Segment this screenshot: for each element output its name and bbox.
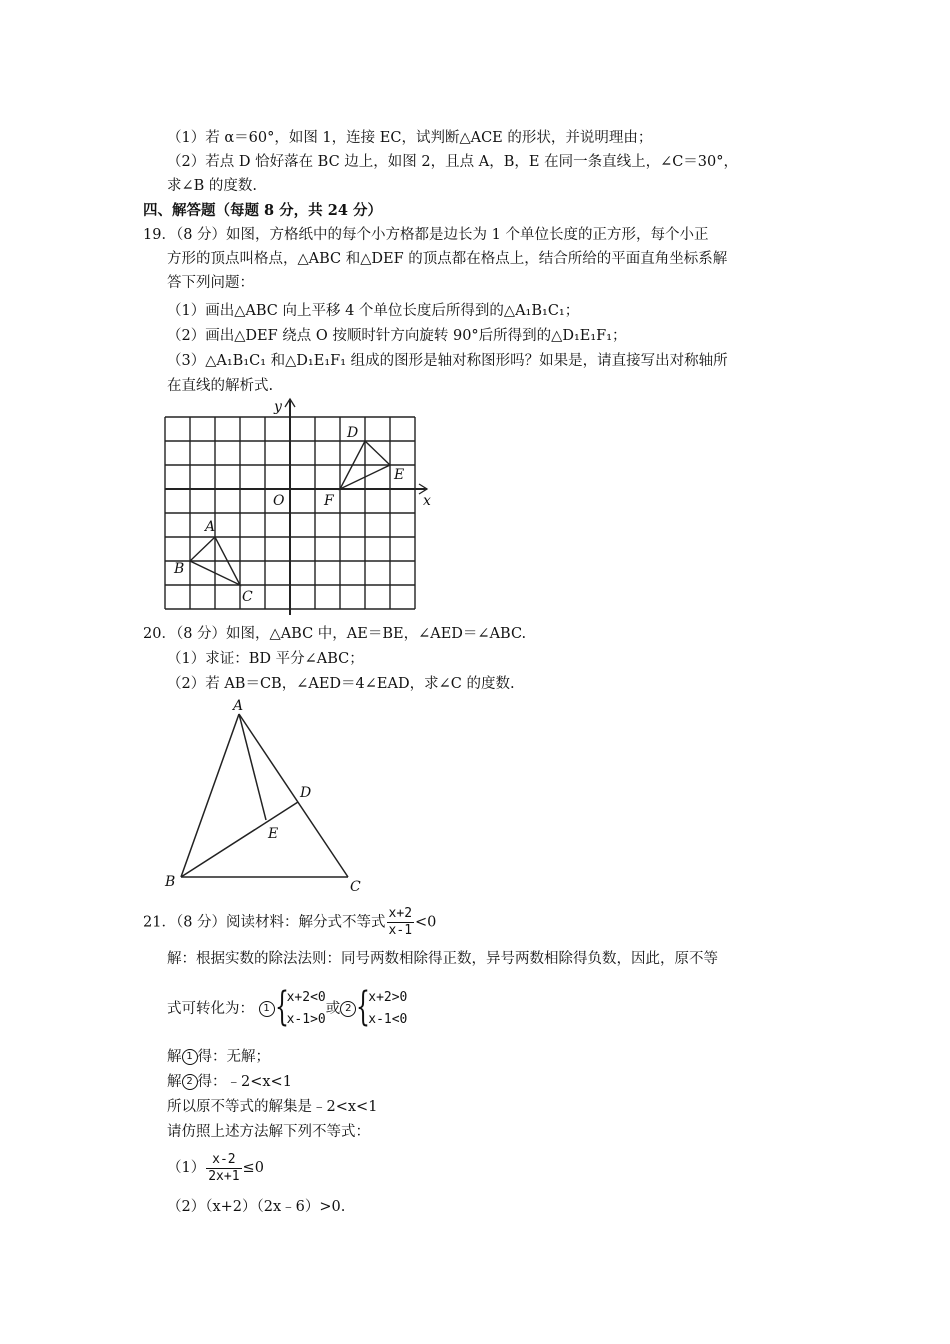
q20-part1: （1）求证：BD 平分∠ABC； <box>167 651 364 667</box>
q21-conclusion: 所以原不等式的解集是﹣2<x<1 <box>167 1099 378 1115</box>
x-axis <box>165 484 427 494</box>
q21-stem-text: 阅读材料：解分式不等式 <box>226 914 386 931</box>
q21-stem-suffix: <0 <box>415 914 437 931</box>
vertex-c-label: C <box>350 879 361 895</box>
q21-exercise-2: （2）（x+2）（2x﹣6）>0. <box>167 1199 346 1215</box>
point-a-label: A <box>205 519 216 535</box>
or-text: 或 <box>325 1001 341 1017</box>
point-d-label: D <box>347 425 359 441</box>
exercise-1-fraction: $\frac{x-2}{2x+1}$ <box>208 1151 240 1184</box>
circle-number-2: 2 <box>182 1074 198 1090</box>
q21-score: （8 分） <box>175 914 227 931</box>
q21-stem <box>143 906 436 939</box>
q19-stem: 如图，方格纸中的每个小方格都是边长为 1 个单位长度的正方形，每个小正 <box>226 227 709 243</box>
vertex-e-label: E <box>268 826 279 842</box>
q21-solution-prefix: 式可转化为： <box>167 1001 254 1017</box>
coordinate-grid-figure <box>150 390 450 615</box>
q19-stem-line1 <box>143 225 709 245</box>
q19-part3: （3）△A₁B₁C₁ 和△D₁E₁F₁ 组成的图形是轴对称图形吗？如果是，请直接写出对称轴所 <box>167 353 728 369</box>
point-e-label: E <box>394 467 405 483</box>
q20-stem-text: 如图，△ABC 中，AE＝BE，∠AED＝∠ABC. <box>226 626 527 642</box>
x-axis-label: x <box>423 493 431 509</box>
inequality-system-1: { x+2<0 x-1>0 <box>274 984 326 1030</box>
q19-number: 19． <box>143 227 176 243</box>
q20-part2: （2）若 AB＝CB，∠AED＝4∠EAD，求∠C 的度数. <box>167 676 515 692</box>
q21-number: 21． <box>143 914 176 931</box>
q19-part1: （1）画出△ABC 向上平移 4 个单位长度后所得到的△A₁B₁C₁； <box>167 303 580 319</box>
q21-instruction: 请仿照上述方法解下列不等式： <box>167 1124 370 1140</box>
point-b-label: B <box>174 561 185 577</box>
segment-bd <box>181 802 298 877</box>
y-axis <box>285 399 295 615</box>
q21-solve-1: 解 1 得：无解； <box>167 1049 270 1065</box>
q21-solution-line1: 解：根据实数的除法法则：同号两数相除得正数，异号两数相除得负数，因此，原不等 <box>167 951 718 967</box>
q19-score: （8 分） <box>175 227 227 243</box>
origin-label: O <box>273 493 285 509</box>
q20-score: （8 分） <box>175 626 227 642</box>
circle-number-1: 1 <box>259 1001 275 1017</box>
prev-question-part2-cont: 求∠B 的度数. <box>167 178 258 194</box>
vertex-d-label: D <box>300 785 312 801</box>
inequality-system-2: { x+2>0 x-1<0 <box>356 984 408 1030</box>
q19-stem-line3: 答下列问题： <box>167 275 254 291</box>
q21-solution-line2 <box>167 986 407 1032</box>
vertex-a-label: A <box>233 698 244 714</box>
q20-stem <box>143 624 526 644</box>
q21-solve-2: 解 2 得：﹣2<x<1 <box>167 1074 292 1090</box>
q19-part3-cont: 在直线的解析式. <box>167 378 274 394</box>
point-c-label: C <box>242 589 253 605</box>
y-axis-label: y <box>274 399 282 415</box>
q21-fraction: $\frac{x+2}{x-1}$ <box>388 906 413 938</box>
circle-number-1: 1 <box>182 1049 198 1065</box>
section-title: 四、解答题（每题 8 分，共 24 分） <box>143 202 382 219</box>
vertex-b-label: B <box>165 874 176 890</box>
point-f-label: F <box>324 493 334 509</box>
triangle-figure <box>160 695 380 895</box>
q19-part2: （2）画出△DEF 绕点 O 按顺时针方向旋转 90°后所得到的△D₁E₁F₁； <box>167 328 627 344</box>
circle-number-2: 2 <box>340 1001 356 1017</box>
q20-number: 20． <box>143 626 176 642</box>
prev-question-part1: （1）若 α＝60°，如图 1，连接 EC，试判断△ACE 的形状，并说明理由； <box>167 130 653 146</box>
segment-ac <box>239 714 348 877</box>
q19-stem-line2: 方形的顶点叫格点，△ABC 和△DEF 的顶点都在格点上，结合所给的平面直角坐标系解 <box>167 251 728 267</box>
segment-ab <box>181 714 239 877</box>
segment-ae <box>239 714 266 820</box>
prev-question-part2: （2）若点 D 恰好落在 BC 边上，如图 2，且点 A，B，E 在同一条直线上，∠C＝30°， <box>167 154 739 170</box>
q21-exercise-1: （1） $\frac{x-2}{2x+1}$ ≤0 <box>167 1151 264 1184</box>
